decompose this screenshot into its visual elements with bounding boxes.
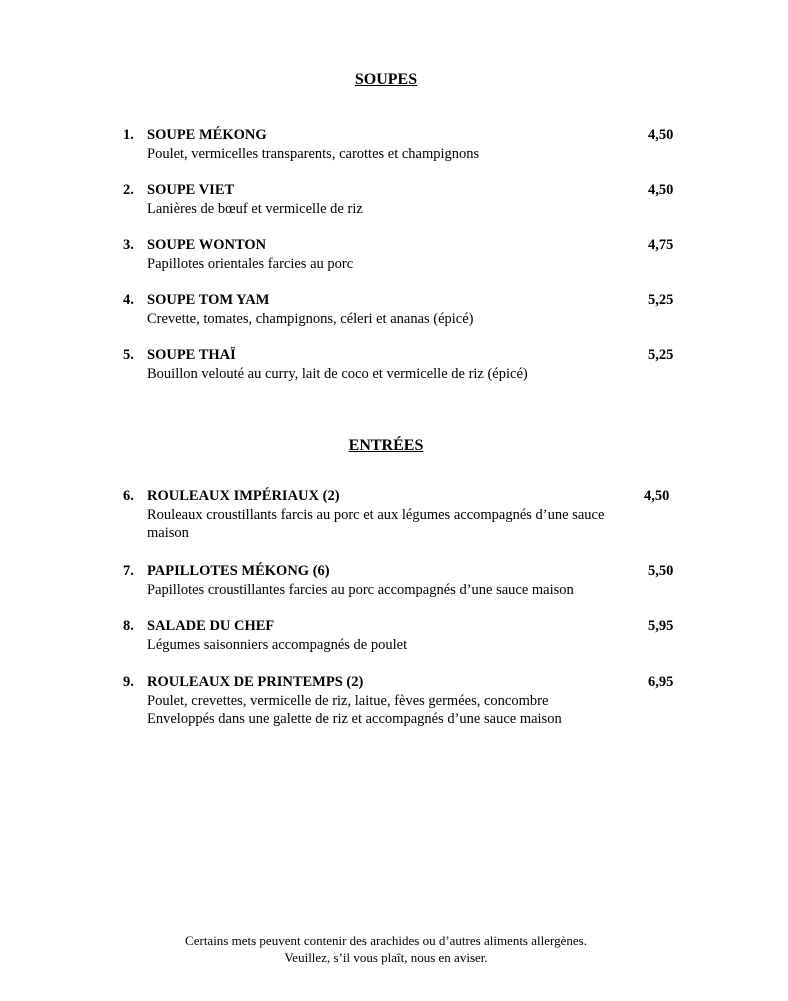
description-line: Lanières de bœuf et vermicelle de riz	[147, 201, 363, 217]
item-number: 4.	[123, 292, 134, 308]
item-name: SOUPE MÉKONG	[147, 127, 267, 143]
section-title-soupes: SOUPES	[354, 71, 418, 88]
item-number: 8.	[123, 618, 134, 634]
description-line: Légumes saisonniers accompagnés de poulet	[147, 637, 408, 653]
item-price: 4,50	[648, 127, 674, 143]
item-number: 9.	[123, 674, 134, 690]
menu-item	[123, 346, 683, 386]
item-price: 5,50	[648, 563, 674, 579]
item-name: SOUPE TOM YAM	[147, 292, 270, 308]
description-line: Rouleaux croustillants farcis au porc et aux légumes accompagnés d’une sauce	[147, 507, 605, 523]
description-line: Crevette, tomates, champignons, céleri et ananas (épicé)	[147, 311, 474, 327]
item-description	[147, 581, 677, 599]
allergen-notice-line: Certains mets peuvent contenir des arachides ou d’autres aliments allergènes.	[185, 933, 587, 948]
item-name: SOUPE THAÏ	[147, 347, 236, 363]
item-name: PAPILLOTES MÉKONG (6)	[147, 563, 330, 579]
item-description	[147, 692, 677, 728]
item-description	[147, 255, 677, 273]
allergen-notice	[0, 932, 772, 966]
item-price: 4,50	[648, 182, 674, 198]
item-description	[147, 506, 677, 542]
item-price: 4,50	[644, 488, 670, 504]
item-price: 5,25	[648, 347, 674, 363]
description-line: maison	[147, 525, 189, 541]
menu-item	[123, 291, 683, 331]
description-line: Poulet, crevettes, vermicelle de riz, laitue, fèves germées, concombre	[147, 693, 549, 709]
item-price: 6,95	[648, 674, 674, 690]
item-description	[147, 145, 677, 163]
section-title-entrees: ENTRÉES	[348, 437, 424, 454]
item-number: 1.	[123, 127, 134, 143]
item-description	[147, 200, 677, 218]
description-line: Papillotes orientales farcies au porc	[147, 256, 354, 272]
item-description	[147, 636, 677, 654]
menu-item	[123, 181, 683, 221]
menu-item	[123, 126, 683, 166]
item-number: 3.	[123, 237, 134, 253]
item-number: 2.	[123, 182, 134, 198]
item-price: 4,75	[648, 237, 674, 253]
item-name: SOUPE VIET	[147, 182, 235, 198]
menu-item	[123, 236, 683, 276]
description-line: Papillotes croustillantes farcies au porc accompagnés d’une sauce maison	[147, 582, 574, 598]
item-name: SOUPE WONTON	[147, 237, 267, 253]
item-price: 5,25	[648, 292, 674, 308]
item-price: 5,95	[648, 618, 674, 634]
menu-item	[123, 673, 683, 731]
item-number: 5.	[123, 347, 134, 363]
description-line: Poulet, vermicelles transparents, carottes et champignons	[147, 146, 480, 162]
item-description	[147, 365, 677, 383]
item-number: 7.	[123, 563, 134, 579]
menu-item	[123, 487, 683, 545]
description-line: Enveloppés dans une galette de riz et accompagnés d’une sauce maison	[147, 711, 562, 727]
menu-item	[123, 562, 683, 602]
menu-item	[123, 617, 683, 657]
allergen-notice-line: Veuillez, s’il vous plaît, nous en aviser.	[284, 950, 488, 965]
item-number: 6.	[123, 488, 134, 504]
item-name: ROULEAUX DE PRINTEMPS (2)	[147, 674, 364, 690]
item-description	[147, 310, 677, 328]
description-line: Bouillon velouté au curry, lait de coco et vermicelle de riz (épicé)	[147, 366, 528, 382]
item-name: SALADE DU CHEF	[147, 618, 275, 634]
item-name: ROULEAUX IMPÉRIAUX (2)	[147, 488, 340, 504]
